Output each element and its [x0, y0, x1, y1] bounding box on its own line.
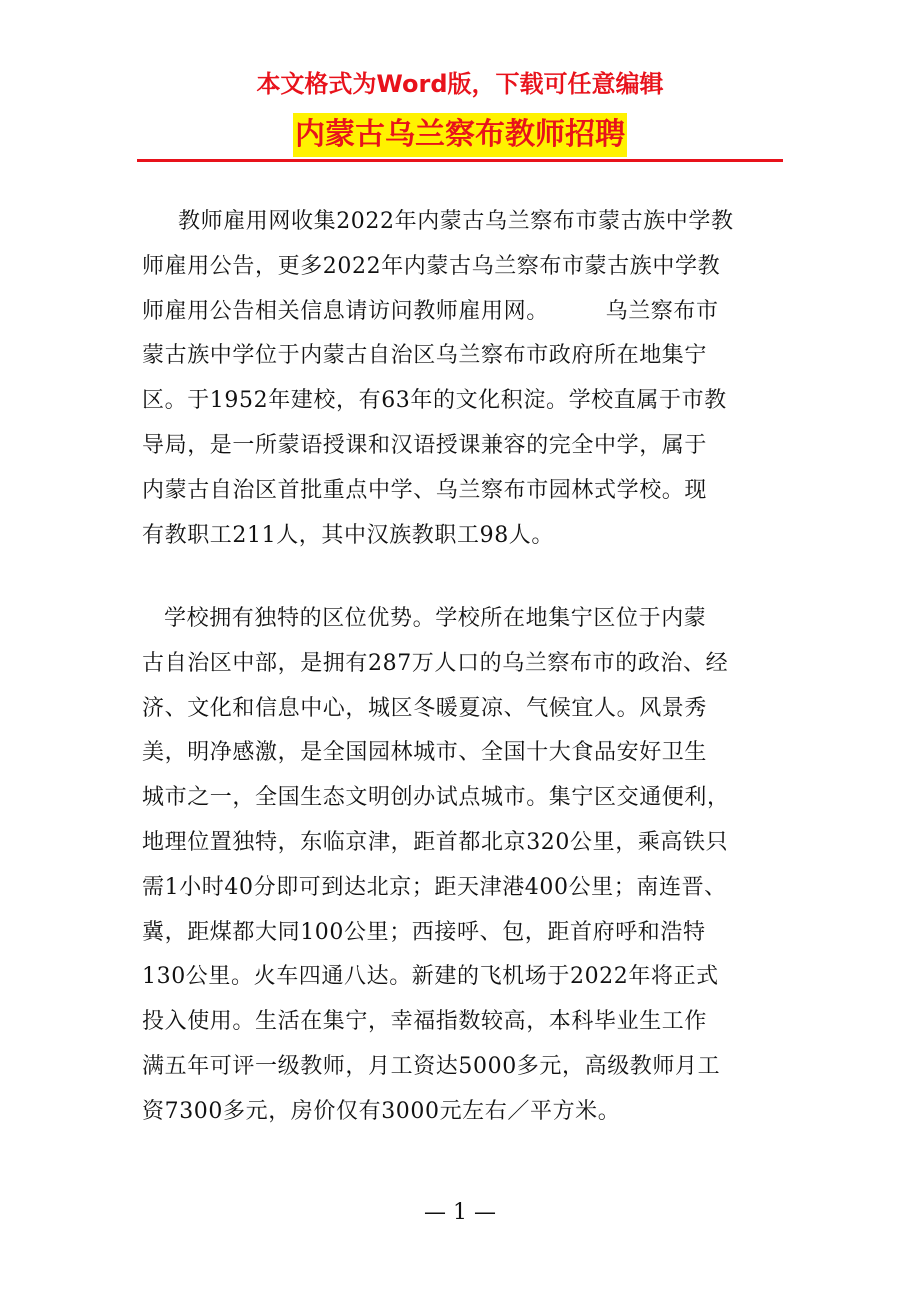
paragraph-line: 城市之一，全国生态文明创办试点城市。集宁区交通便利，: [142, 785, 730, 811]
paragraph-line: 有教职工211人，其中汉族教职工98人。: [142, 522, 554, 548]
page-title: 内蒙古乌兰察布教师招聘: [293, 113, 627, 157]
paragraph-line: 地理位置独特，东临京津，距首都北京320公里，乘高铁只: [142, 829, 729, 855]
paragraph-line: 资7300多元，房价仅有3000元左右／平方米。: [142, 1098, 621, 1124]
paragraph-line: 投入使用。生活在集宁，幸福指数较高，本科毕业生工作: [142, 1009, 708, 1035]
paragraph-line: 师雇用公告相关信息请访问教师雇用网。 乌兰察布市: [142, 298, 719, 324]
download-banner: 本文格式为Word版，下载可任意编辑: [256, 70, 664, 98]
paragraph-line: 130公里。火车四通八达。新建的飞机场于2022年将正式: [142, 964, 719, 990]
paragraph-line: 导局，是一所蒙语授课和汉语授课兼容的完全中学，属于: [142, 432, 708, 458]
paragraph-line: 学校拥有独特的区位优势。学校所在地集宁区位于内蒙: [164, 606, 707, 631]
title-divider: [137, 159, 783, 162]
paragraph-line: 满五年可评一级教师，月工资达5000多元，高级教师月工: [142, 1053, 721, 1079]
paragraph-line: 师雇用公告，更多2022年内蒙古乌兰察布市蒙古族中学教: [142, 253, 721, 279]
paragraph-location: [142, 597, 730, 1135]
paragraph-line: 教师雇用网收集2022年内蒙古乌兰察布市蒙古族中学教: [178, 209, 734, 234]
page-number: — 1 —: [424, 1200, 496, 1225]
paragraph-line: 济、文化和信息中心，城区冬暖夏凉、气候宜人。风景秀: [142, 695, 708, 721]
paragraph-line: 内蒙古自治区首批重点中学、乌兰察布市园林式学校。现: [142, 477, 708, 503]
paragraph-line: 区。于1952年建校，有63年的文化积淀。学校直属于市教: [142, 388, 727, 414]
paragraph-intro: [142, 200, 734, 558]
paragraph-line: 古自治区中部，是拥有287万人口的乌兰察布市的政治、经: [142, 650, 729, 676]
paragraph-line: 蒙古族中学位于内蒙古自治区乌兰察布市政府所在地集宁: [142, 343, 708, 369]
paragraph-line: 需1小时40分即可到达北京；距天津港400公里；南连晋、: [142, 874, 727, 900]
paragraph-line: 美，明净感激，是全国园林城市、全国十大食品安好卫生: [142, 740, 708, 766]
paragraph-line: 冀，距煤都大同100公里；西接呼、包，距首府呼和浩特: [142, 919, 706, 945]
title-container: [0, 113, 920, 157]
